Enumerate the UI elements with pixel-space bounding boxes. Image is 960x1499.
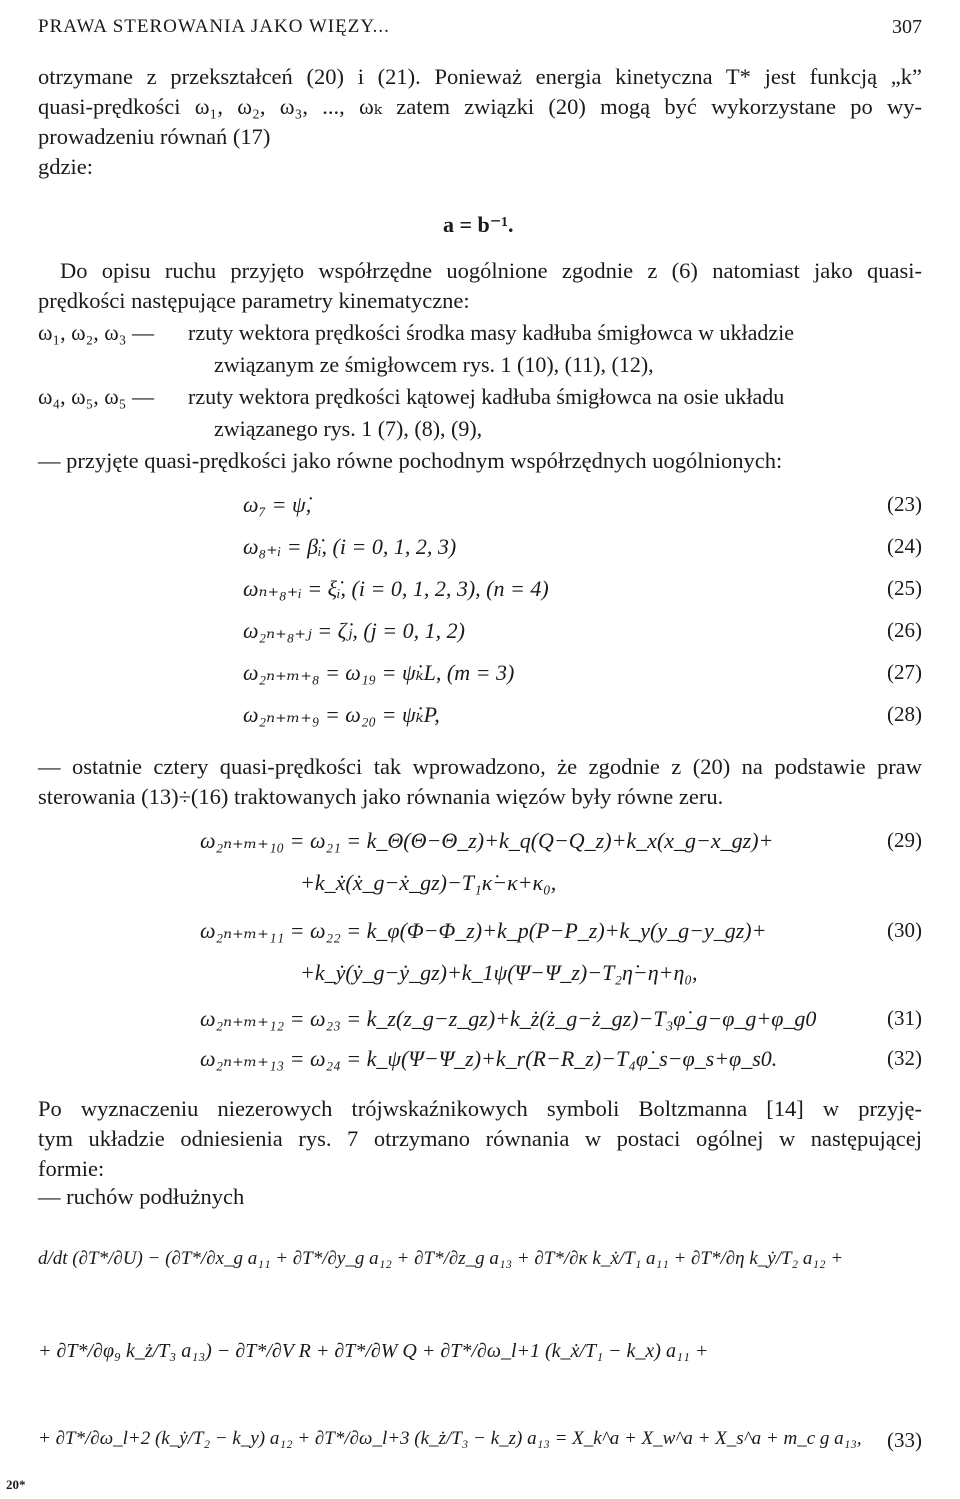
equation-line: + ∂T*/∂φ₉ k_ż/T₃ a₁₃) − ∂T*/∂V R + ∂T*/∂W Q + ∂T*/∂ω_l+1 (k_ẋ/T₁ − k_x) a₁₁ + <box>38 1340 709 1362</box>
body-text-line: — ostatnie cztery quasi-prędkości tak wprowadzono, że zgodnie z (20) na podstawie praw <box>38 754 922 779</box>
equation-line: d/dt (∂T*/∂U) − (∂T*/∂x_g a₁₁ + ∂T*/∂y_g a₁₂ + ∂T*/∂z_g a₁₃ + ∂T*/∂κ k_ẋ/T₁ a₁₁ + ∂T*/∂η k_ẏ/T₂ a₁₂ + <box>38 1248 844 1269</box>
body-text-line: prowadzeniu równań (17) <box>38 124 271 149</box>
equation: ω₂ₙ₊ₘ₊₁₂ = ω₂₃ = k_z(z_g−z_gz)+k_ż(ż_g−ż_gz)−T₃φ̇_g−φ_g+φ_g0 <box>200 1006 817 1031</box>
body-text-line: sterowania (13)÷(16) traktowanych jako równania więzów były równe zeru. <box>38 784 724 809</box>
item-text: rzuty wektora prędkości środka masy kadłuba śmigłowca w układzie <box>188 320 795 345</box>
body-text-line: gdzie: <box>38 154 93 179</box>
dash-item: — przyjęte quasi-prędkości jako równe pochodnym współrzędnych uogólnionych: <box>38 448 783 473</box>
body-text-line: prędkości następujące parametry kinematyczne: <box>38 288 470 313</box>
equation-number: (28) <box>887 702 922 726</box>
item-label: ω₁, ω₂, ω₃ — <box>38 320 154 345</box>
body-text-line: tym układzie odniesienia rys. 7 otrzymano równania w postaci ogólnej w następującej <box>38 1126 922 1151</box>
equation: ω₇ = ψ̇, <box>243 492 312 517</box>
equation-line: + ∂T*/∂ω_l+2 (k_ẏ/T₂ − k_y) a₁₂ + ∂T*/∂ω_l+3 (k_ż/T₃ − k_z) a₁₃ = X_k^a + X_w^a + X_s^a + m_c g a₁₃, <box>38 1428 862 1449</box>
equation-number: (30) <box>887 918 922 942</box>
signature-mark: 20* <box>6 1477 26 1492</box>
item-text: związanym ze śmigłowcem rys. 1 (10), (11), (12), <box>214 352 654 377</box>
equation-number: (25) <box>887 576 922 600</box>
body-text-line: otrzymane z przekształceń (20) i (21). Ponieważ energia kinetyczna T* jest funkcją „k” <box>38 64 922 89</box>
item-label: ω₄, ω₅, ω₅ — <box>38 384 154 409</box>
equation-number: (27) <box>887 660 922 684</box>
equation: ω₂ₙ₊ₘ₊₁₀ = ω₂₁ = k_Θ(Θ−Θ_z)+k_q(Q−Q_z)+k_x(x_g−x_gz)+ <box>200 828 774 853</box>
page-number: 307 <box>892 16 922 38</box>
equation: ω₈₊ᵢ = β̇ᵢ, (i = 0, 1, 2, 3) <box>243 534 457 559</box>
body-text-line: Do opisu ruchu przyjęto współrzędne uogólnione zgodnie z (6) natomiast jako quasi- <box>60 258 922 283</box>
item-text: związanego rys. 1 (7), (8), (9), <box>214 416 483 441</box>
equation: ω₂ₙ₊ₘ₊₉ = ω₂₀ = ψ̇ₖP, <box>243 702 440 727</box>
equation-number: (32) <box>887 1046 922 1070</box>
equation: ω₂ₙ₊ₘ₊₁₃ = ω₂₄ = k_ψ(Ψ−Ψ_z)+k_r(R−R_z)−T₄φ̇_s−φ_s+φ_s0. <box>200 1046 778 1071</box>
equation-number: (26) <box>887 618 922 642</box>
running-head: PRAWA STEROWANIA JAKO WIĘZY... <box>38 16 390 37</box>
equation: +k_ẏ(ẏ_g−ẏ_gz)+k_1ψ(Ψ−Ψ_z)−T₂η̇−η+η₀, <box>300 960 698 985</box>
equation: ω₂ₙ₊ₘ₊₁₁ = ω₂₂ = k_φ(Φ−Φ_z)+k_p(P−P_z)+k_y(y_g−y_gz)+ <box>200 918 767 943</box>
equation-number: (24) <box>887 534 922 558</box>
equation: ωₙ₊₈₊ᵢ = ξ̇ᵢ, (i = 0, 1, 2, 3), (n = 4) <box>243 576 549 601</box>
body-text-line: Po wyznaczeniu niezerowych trójwskaźnikowych symboli Boltzmanna [14] w przyję- <box>38 1096 922 1121</box>
equation-number: (23) <box>887 492 922 516</box>
equation: ω₂ₙ₊ₘ₊₈ = ω₁₉ = ψ̇ₖL, (m = 3) <box>243 660 515 685</box>
formula-a: a = b⁻¹. <box>443 212 514 237</box>
page-header <box>38 16 922 46</box>
equation-number: (33) <box>887 1428 922 1452</box>
dash-item: — ruchów podłużnych <box>38 1184 245 1209</box>
equation-number: (31) <box>887 1006 922 1030</box>
equation: +k_ẋ(ẋ_g−ẋ_gz)−T₁κ̇−κ+κ₀, <box>300 870 557 895</box>
item-text: rzuty wektora prędkości kątowej kadłuba śmigłowca na osie układu <box>188 384 785 409</box>
equation: ω₂ₙ₊₈₊ⱼ = ζ̇ⱼ, (j = 0, 1, 2) <box>243 618 465 643</box>
equation-number: (29) <box>887 828 922 852</box>
body-text-line: quasi-prędkości ω₁, ω₂, ω₃, ..., ωₖ zatem związki (20) mogą być wykorzystane po wy- <box>38 94 922 119</box>
body-text-line: formie: <box>38 1156 105 1181</box>
